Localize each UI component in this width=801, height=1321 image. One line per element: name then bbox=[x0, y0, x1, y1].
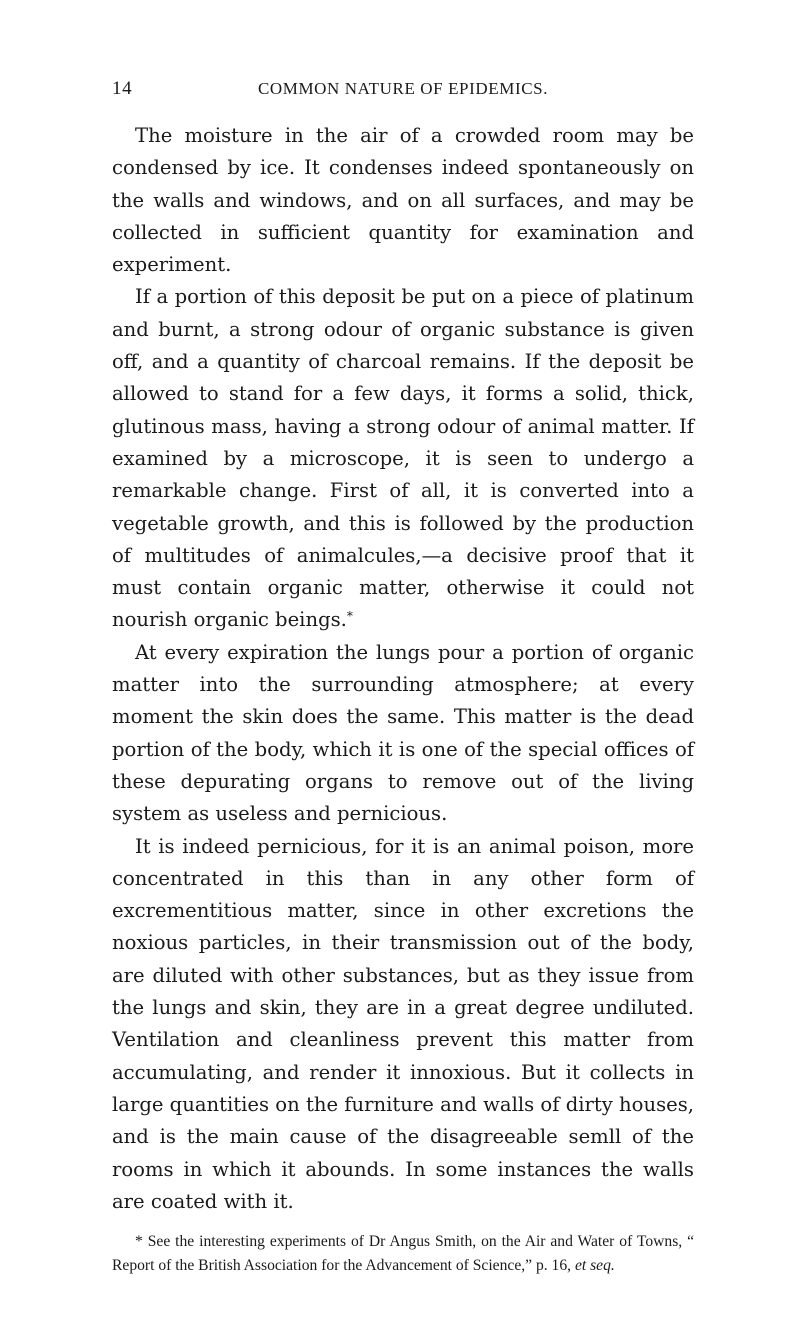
paragraph bbox=[112, 281, 694, 636]
body-text bbox=[112, 120, 694, 1218]
footnote-text: See the interesting experiments of Dr Angus Smith, on the Air and Water of Towns, “ Report of the British Association for the Advancement of Science,” p. 16, bbox=[112, 1233, 694, 1275]
footnote-italic-tail: et seq. bbox=[574, 1257, 615, 1275]
book-page bbox=[112, 78, 694, 1278]
paragraph: It is indeed pernicious, for it is an animal poison, more concentrated in this than in any other form of excrementitious matter, since in other excretions the noxious particles, in their transmission out of the body, are diluted with other substances, but as they issue from the lungs and skin, they are in a great degree undiluted. Ventilation and cleanliness prevent this matter from accumulating, and render it innoxious. But it collects in large quantities on the furniture and walls of dirty houses, and is the main cause of the disagreeable semll of the rooms in which it abounds. In some instances the walls are coated with it. bbox=[112, 834, 695, 1213]
paragraph: At every expiration the lungs pour a portion of organic matter into the surrounding atmosphere; at every moment the skin does the same. This matter is the dead portion of the body, which it is one of the special offices of these depurating organs to remove out of the living system as useless and pernicious. bbox=[112, 640, 694, 826]
footnote-marker: * bbox=[135, 1233, 143, 1251]
paragraph-text: If a portion of this deposit be put on a piece of platinum and burnt, a strong odour of organic substance is given off, and a quantity of charcoal remains. If the deposit be allowed to stand for a few days, it forms a solid, thick, glutinous mass, having a strong odour of animal matter. If examined by a microscope, it is seen to undergo a remarkable change. First of all, it is converted into a vegetable growth, and this is followed by the production of multitudes of animalcules,—a decisive proof that it must contain organic matter, otherwise it could not nourish organic beings. bbox=[112, 285, 694, 632]
running-title: COMMON NATURE OF EPIDEMICS. bbox=[257, 79, 549, 98]
footnote bbox=[112, 1230, 694, 1278]
running-header bbox=[112, 78, 694, 108]
footnote-reference: * bbox=[346, 609, 353, 624]
page-number: 14 bbox=[112, 78, 133, 99]
paragraph: The moisture in the air of a crowded room may be condensed by ice. It condenses indeed spontaneously on the walls and windows, and on all surfaces, and may be collected in sufficient quantity for examination and experiment. bbox=[112, 124, 694, 277]
